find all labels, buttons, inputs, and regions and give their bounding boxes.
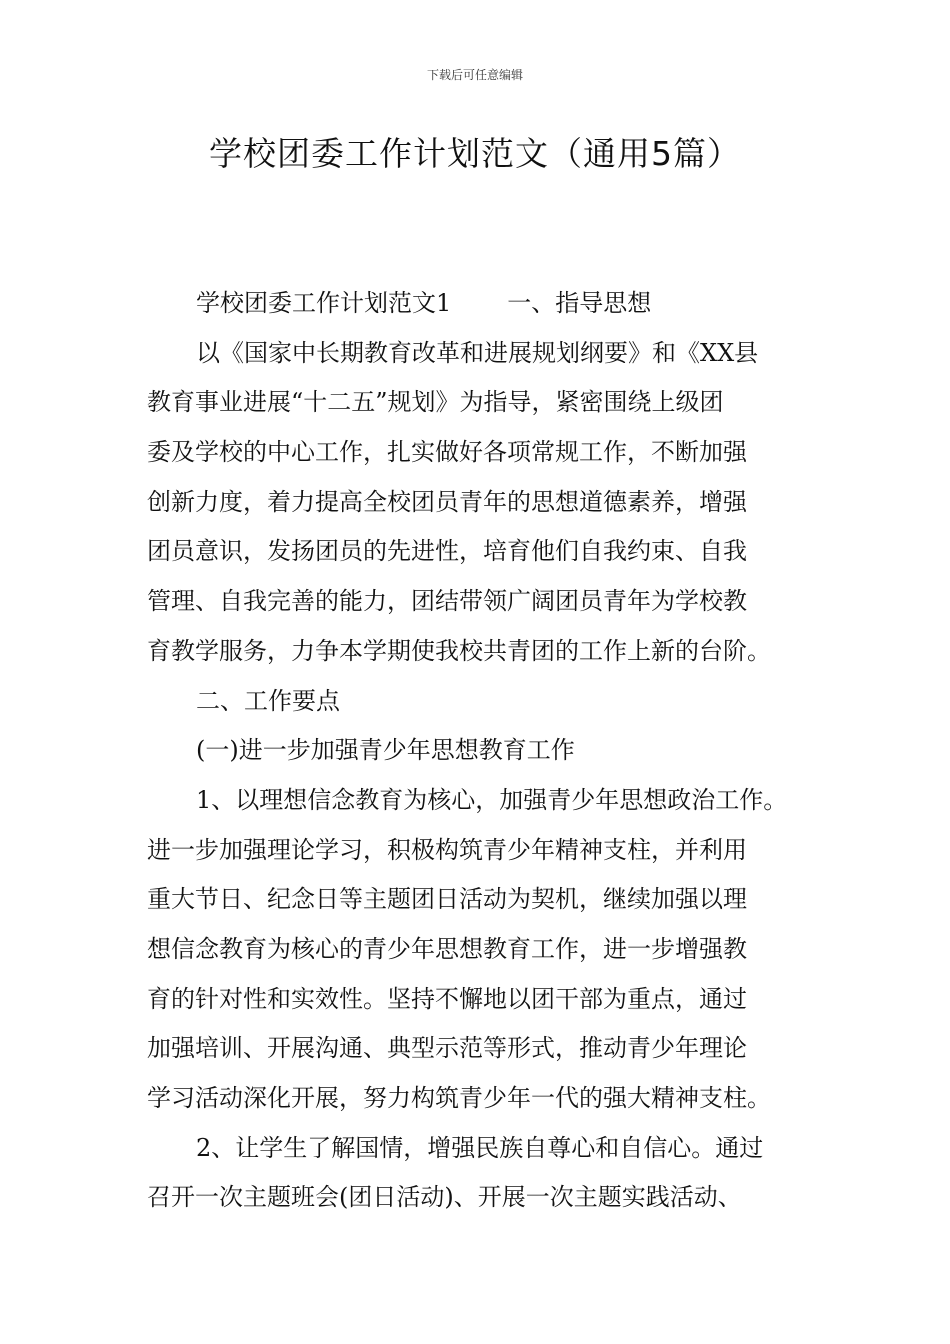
section-heading: 二、工作要点 [196, 686, 340, 715]
paragraph-line: 2、让学生了解国情，增强民族自尊心和自信心。通过 [196, 1133, 764, 1162]
paragraph-line: 召开一次主题班会(团日活动)、开展一次主题实践活动、 [147, 1183, 742, 1212]
paragraph-line: 教育事业进展“十二五”规划》为指导，紧密围绕上级团 [147, 388, 724, 417]
section-heading: 一、指导思想 [507, 289, 652, 317]
paragraph-line: 以《国家中长期教育改革和进展规划纲要》和《XX县 [196, 338, 759, 367]
paragraph-line: 1、以理想信念教育为核心，加强青少年思想政治工作。 [196, 785, 788, 814]
paragraph-line [147, 279, 812, 329]
paragraph-line: 进一步加强理论学习，积极构筑青少年精神支柱，并利用 [147, 835, 747, 864]
document-body [147, 279, 812, 1223]
paragraph-line: 育的针对性和实效性。坚持不懈地以团干部为重点，通过 [147, 984, 747, 1013]
paragraph-line: 育教学服务，力争本学期使我校共青团的工作上新的台阶。 [147, 636, 771, 665]
header-note: 下载后可任意编辑 [426, 68, 523, 82]
paragraph-line: 创新力度，着力提高全校团员青年的思想道德素养，增强 [147, 487, 747, 516]
section-subtitle: 学校团委工作计划范文1 [196, 289, 452, 317]
paragraph-line: 加强培训、开展沟通、典型示范等形式，推动青少年理论 [147, 1034, 747, 1063]
paragraph-line: 委及学校的中心工作，扎实做好各项常规工作，不断加强 [147, 438, 747, 467]
paragraph-line: 想信念教育为核心的青少年思想教育工作，进一步增强教 [147, 934, 747, 963]
document-title: 学校团委工作计划范文（通用5篇） [209, 134, 741, 173]
paragraph-line: 重大节日、纪念日等主题团日活动为契机，继续加强以理 [147, 885, 747, 914]
subsection-heading: (一)进一步加强青少年思想教育工作 [196, 736, 575, 765]
paragraph-line: 团员意识，发扬团员的先进性，培育他们自我约束、自我 [147, 537, 747, 566]
paragraph-line: 管理、自我完善的能力，团结带领广阔团员青年为学校教 [147, 587, 747, 616]
paragraph-line: 学习活动深化开展，努力构筑青少年一代的强大精神支柱。 [147, 1084, 771, 1112]
